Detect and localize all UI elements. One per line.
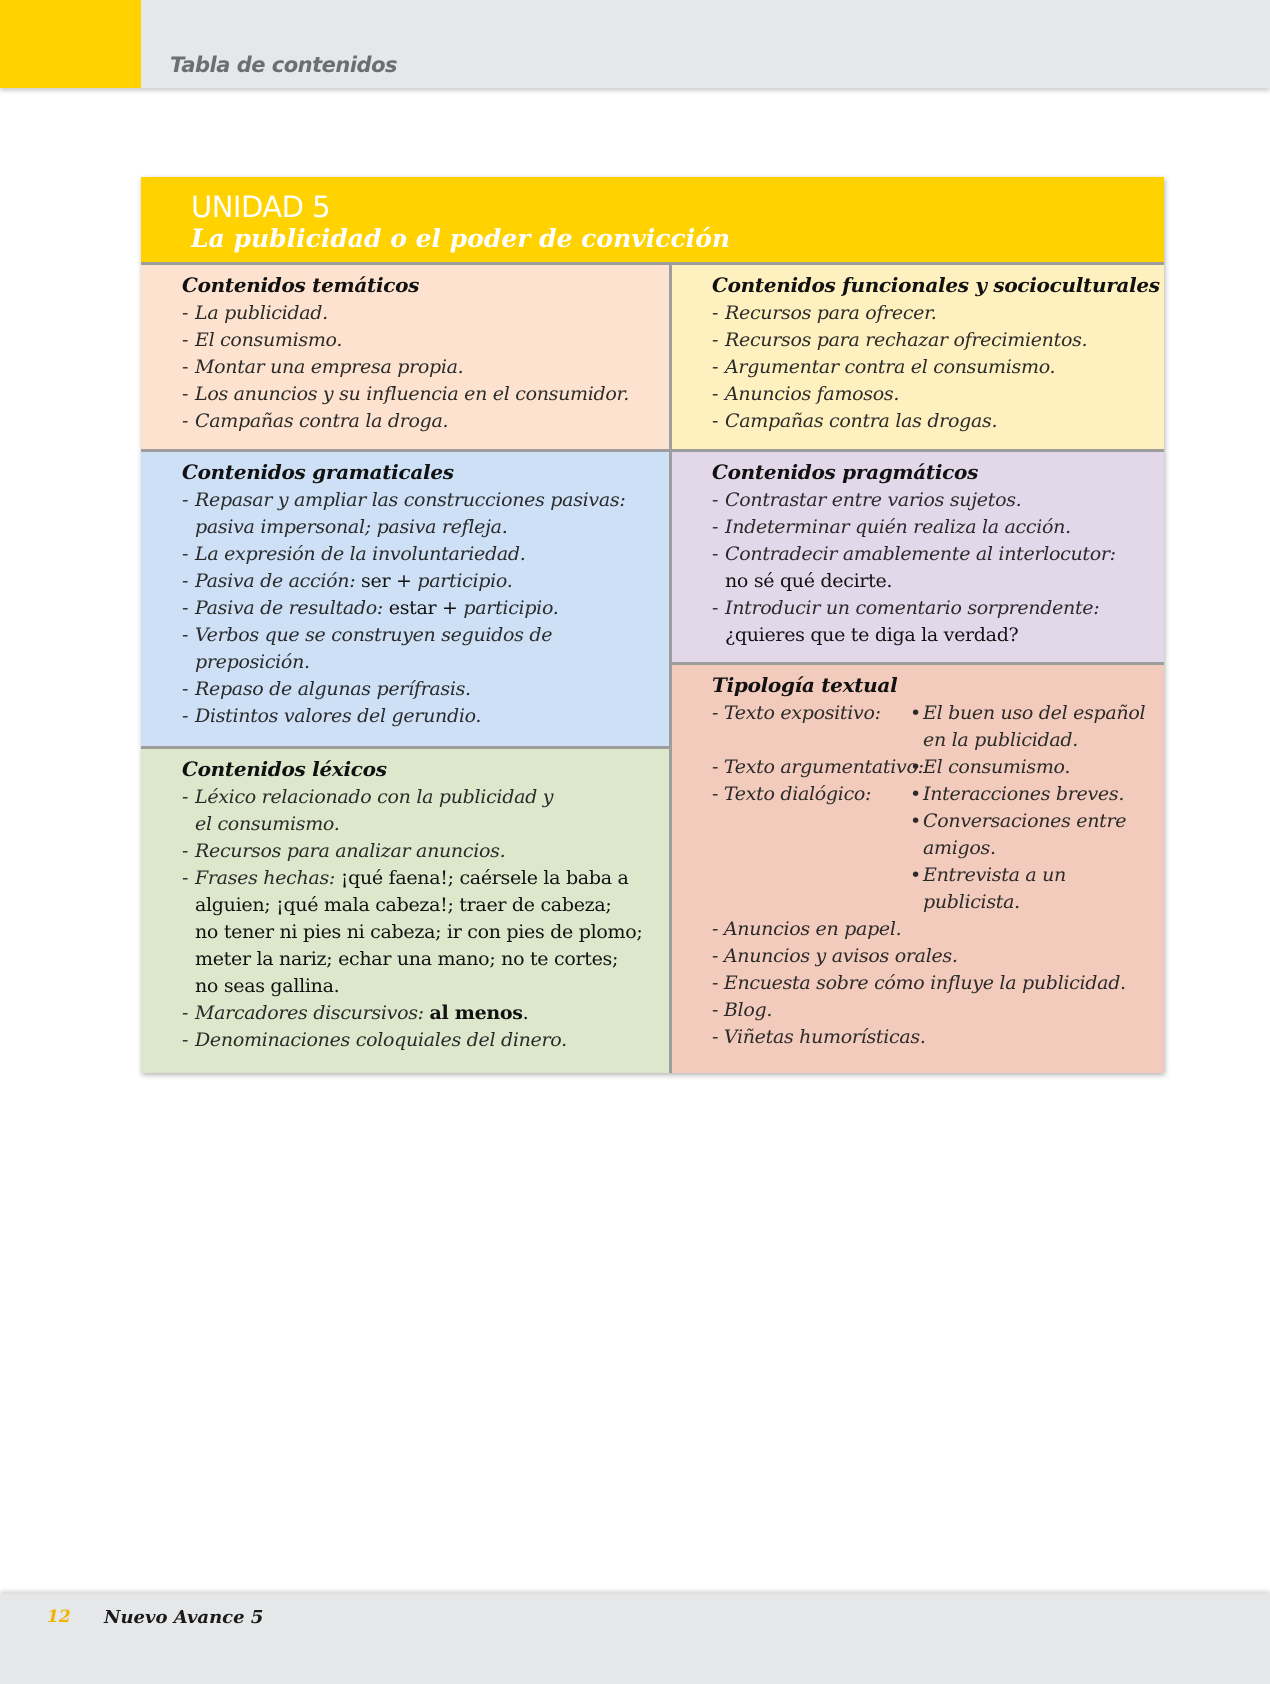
gramaticales-list: [182, 487, 625, 730]
list-item: [712, 889, 1126, 916]
list-item: - Repaso de algunas perífrasis.: [182, 676, 625, 703]
section-label: Tabla de contenidos: [170, 53, 398, 77]
list-item: - Encuesta sobre cómo influye la publicidad.: [712, 970, 1126, 997]
list-item: [712, 541, 1116, 595]
list-item: [712, 595, 1116, 649]
list-item: [712, 754, 1126, 781]
item-value: • Entrevista a un: [923, 862, 1066, 889]
list-item: - Denominaciones coloquiales del dinero.: [182, 1027, 642, 1054]
item-text: ¡qué faena!; caérsele la baba a: [340, 867, 629, 889]
item-text: Repasar y ampliar las construcciones pasivas:: [195, 489, 626, 511]
item-text: +: [442, 597, 458, 619]
item-label: - Texto argumentativo:: [712, 754, 924, 781]
cell-title: Contenidos léxicos: [182, 757, 387, 781]
list-item: - Distintos valores del gerundio.: [182, 703, 625, 730]
item-text: participio.: [417, 570, 513, 592]
list-item: - Anuncios en papel.: [712, 916, 1126, 943]
list-item: - Campañas contra la droga.: [182, 408, 629, 435]
item-text: no seas gallina.: [195, 975, 340, 997]
item-value: publicista.: [923, 891, 1020, 913]
funcionales-list: [712, 300, 1087, 435]
item-text: Pasiva de acción:: [195, 570, 356, 592]
cell-title: Contenidos funcionales y socioculturales: [712, 273, 1160, 297]
list-item: - Contrastar entre varios sujetos.: [712, 487, 1116, 514]
header-accent-block: [0, 0, 141, 88]
item-text: participio.: [463, 597, 559, 619]
item-text: Pasiva de resultado:: [195, 597, 383, 619]
list-item: [712, 700, 1146, 727]
list-item: - Los anuncios y su influencia en el consumidor.: [182, 381, 629, 408]
list-item: - La publicidad.: [182, 300, 629, 327]
cell-title: Contenidos pragmáticos: [712, 460, 979, 484]
page-number: 12: [47, 1607, 71, 1627]
cell-funcionales: [672, 265, 1164, 449]
list-item: - Campañas contra las drogas.: [712, 408, 1087, 435]
unit-header: [141, 177, 1164, 262]
tematicos-list: [182, 300, 629, 435]
tipologia-list: [712, 700, 1146, 1051]
cell-lexicos: [141, 749, 669, 1073]
unit-subtitle: La publicidad o el poder de convicción: [191, 224, 731, 253]
cell-title: Contenidos temáticos: [182, 273, 420, 297]
item-text: ser: [361, 570, 391, 592]
item-label: - Texto expositivo:: [712, 700, 881, 727]
list-item: [182, 784, 642, 838]
item-value: • Conversaciones entre: [923, 808, 1126, 835]
list-item: - Argumentar contra el consumismo.: [712, 354, 1087, 381]
item-value: • El buen uso del español: [923, 700, 1145, 727]
cell-title: Tipología textual: [712, 673, 898, 697]
list-item: - Montar una empresa propia.: [182, 354, 629, 381]
item-text: Introducir un comentario sorprendente:: [725, 597, 1100, 619]
item-value: amigos.: [923, 837, 996, 859]
list-item: [182, 622, 625, 676]
unit-table: [141, 177, 1164, 1073]
item-text: estar: [388, 597, 437, 619]
item-text: Frases hechas:: [195, 867, 336, 889]
list-item: - Indeterminar quién realiza la acción.: [712, 514, 1116, 541]
item-text: el consumismo.: [195, 813, 340, 835]
item-value: • El consumismo.: [923, 754, 1070, 781]
item-text: no tener ni pies ni cabeza; ir con pies de plomo;: [195, 921, 643, 943]
cell-pragmaticos: [672, 452, 1164, 662]
item-label: - Texto dialógico:: [712, 781, 871, 808]
unit-title: UNIDAD 5: [191, 190, 331, 224]
book-title: Nuevo Avance 5: [104, 1607, 264, 1628]
item-text: .: [522, 1002, 529, 1024]
item-text: pasiva impersonal; pasiva refleja.: [195, 516, 508, 538]
list-item: - Blog.: [712, 997, 1126, 1024]
item-text: ¿quieres que te diga la verdad?: [725, 624, 1019, 646]
list-item: - El consumismo.: [182, 327, 629, 354]
list-item: - Recursos para analizar anuncios.: [182, 838, 642, 865]
list-item: [712, 862, 1126, 889]
list-item: - Viñetas humorísticas.: [712, 1024, 1126, 1051]
cell-title: Contenidos gramaticales: [182, 460, 454, 484]
list-item: - Recursos para rechazar ofrecimientos.: [712, 327, 1087, 354]
item-text: Léxico relacionado con la publicidad y: [195, 786, 554, 808]
cell-tipologia: [672, 665, 1164, 1073]
list-item: [182, 568, 625, 595]
item-text: alguien; ¡qué mala cabeza!; traer de cabeza;: [195, 894, 612, 916]
list-item: [712, 835, 1126, 862]
item-text: +: [395, 570, 412, 592]
list-item: [182, 487, 625, 541]
list-item: - La expresión de la involuntariedad.: [182, 541, 625, 568]
lexicos-list: [182, 784, 642, 1054]
item-value: en la publicidad.: [923, 729, 1078, 751]
item-text: Marcadores discursivos:: [195, 1002, 424, 1024]
item-value: • Interacciones breves.: [923, 781, 1124, 808]
item-text: Verbos que se construyen seguidos de: [195, 624, 553, 646]
list-item: - Anuncios y avisos orales.: [712, 943, 1126, 970]
item-text: preposición.: [195, 651, 310, 673]
pragmaticos-list: [712, 487, 1116, 649]
cell-gramaticales: [141, 452, 669, 746]
item-text: meter la nariz; echar una mano; no te cortes;: [195, 948, 619, 970]
item-text: Contradecir amablemente al interlocutor:: [725, 543, 1116, 565]
list-item: [712, 727, 1126, 754]
list-item: [712, 808, 1126, 835]
item-text: al menos: [429, 1002, 523, 1024]
list-item: [182, 1000, 642, 1027]
list-item: - Recursos para ofrecer.: [712, 300, 1087, 327]
cell-tematicos: [141, 265, 669, 449]
list-item: [182, 595, 625, 622]
item-text: no sé qué decirte.: [725, 570, 893, 592]
list-item: [182, 865, 642, 1000]
list-item: - Anuncios famosos.: [712, 381, 1087, 408]
list-item: [712, 781, 1126, 808]
